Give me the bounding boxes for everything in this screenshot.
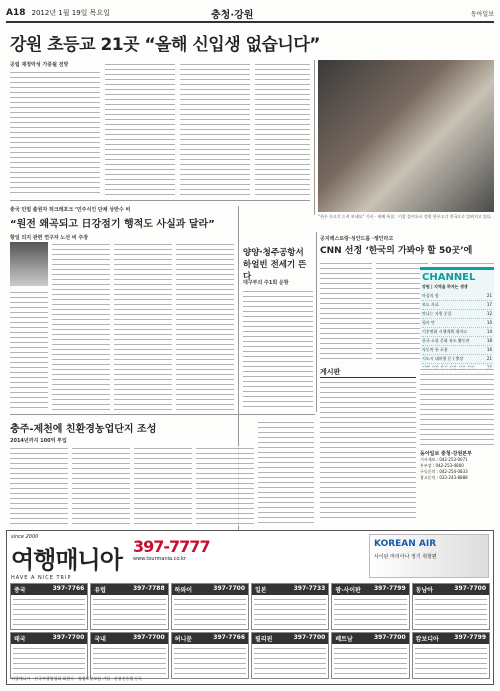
ad-grid: [10, 583, 490, 675]
page-header: [6, 6, 494, 20]
portrait-photo: [10, 242, 48, 286]
ad-cell-header: [11, 633, 87, 644]
channel-item[interactable]: [422, 310, 492, 319]
channel-item-label: 자동차 통 포용: [422, 347, 448, 352]
ad-cell-header: [413, 633, 489, 644]
ad-footer: 여행매니아 · 전국여행업협회 회원사 · 영업보증보험 가입 · 관광진흥법 등록: [11, 676, 143, 681]
ad-cell-phone: 397-7700: [213, 585, 245, 592]
photo-caption: “한우 등고기 드셔 보세요” 기사 · 새해 특집 : 기상 풀어오시 강원 한우고기 전국으로 알려지고 있다.: [318, 214, 492, 219]
contact-line: 광고문의 : 033-243-8888: [420, 475, 468, 480]
ad-phone[interactable]: 397-7777: [133, 537, 210, 556]
ad-cell-header: [413, 584, 489, 595]
paper-name: 동아일보: [470, 10, 494, 18]
page-number: A18: [6, 8, 26, 18]
ad-cell[interactable]: [10, 632, 88, 679]
ad-cell[interactable]: [171, 632, 249, 679]
lead-body-col2: [105, 62, 175, 195]
channel-item[interactable]: [422, 346, 492, 355]
story5-body-col2: [72, 446, 130, 526]
ad-cell-body: [254, 646, 326, 676]
notice-body-2: [420, 367, 494, 447]
lead-kicker: 공립 재정악성 가중될 전망: [10, 62, 69, 68]
ad-cell-region: 태국: [14, 636, 26, 643]
ad-airline-banner: [369, 534, 489, 578]
ad-cell-body: [254, 597, 326, 627]
channel-subtitle: 강원 | 지역을 하자는 생생: [422, 284, 468, 289]
ad-cell-phone: 397-7788: [132, 585, 165, 592]
channel-item-label: 시도시 대비원 문 / 출장: [422, 356, 464, 361]
channel-item-label: 기후변화 시행계획 평마고: [422, 329, 468, 334]
ad-cell-header: [332, 584, 408, 595]
ad-cell-body: [415, 646, 487, 676]
channel-item[interactable]: [422, 301, 492, 310]
story5-sub: 2014년까지 100억 투입: [10, 438, 67, 444]
ad-cell-region: 허니문: [174, 636, 193, 643]
story4-title: CNN 선정 ‘한국의 가봐야 할 50곳’에: [320, 246, 473, 256]
ad-url[interactable]: www.tourmania.co.kr: [133, 556, 186, 562]
story2-body-col0: [10, 290, 48, 410]
header-rule: [6, 21, 494, 23]
story5-body-col3: [134, 446, 192, 526]
ad-cell-header: [172, 584, 248, 595]
ad-cell[interactable]: [251, 583, 329, 630]
ad-cell-body: [334, 597, 406, 627]
story2-body-col3: [176, 242, 234, 410]
story4-body-col1: [320, 261, 372, 361]
ad-cell-phone: 397-7733: [293, 585, 326, 592]
ad-cell-phone: 397-7766: [52, 585, 85, 592]
ad-cell-header: [332, 633, 408, 644]
ad-tagline: HAVE A NICE TRIP: [11, 575, 72, 581]
ad-cell[interactable]: [171, 583, 249, 630]
channel-list: [422, 292, 492, 373]
contact-line: 구독문의 : 042-254-0833: [420, 469, 468, 474]
column-divider: [314, 60, 315, 215]
ad-cell-phone: 397-7700: [293, 634, 326, 641]
ad-cell-phone: 397-7799: [454, 634, 486, 641]
notice-body: [320, 380, 416, 520]
ad-airline-name: KOREAN AIR: [374, 539, 437, 549]
channel-item-page: 14: [486, 329, 492, 334]
channel-item[interactable]: [422, 328, 492, 337]
ad-cell-body: [174, 597, 246, 627]
ad-brand-block: [11, 534, 131, 580]
ad-cell-header: [252, 633, 328, 644]
story2-sub: 항일 의지 관련 연구자 노선 비 주장: [10, 235, 89, 241]
story5-body-col1: [10, 446, 68, 526]
contact-line: 본부장 : 042-253-4800: [420, 463, 464, 468]
ad-cell-header: [11, 584, 87, 595]
ad-cell-region: 하와이: [174, 587, 193, 594]
contact-line: 기사제보 : 042-253-0071: [420, 457, 468, 462]
channel-item-label: 마음의 함: [422, 293, 439, 298]
channel-item[interactable]: [422, 355, 492, 364]
lead-headline: 강원 초등교 21곳 “올해 신입생 없습니다”: [10, 35, 320, 55]
channel-item[interactable]: [422, 292, 492, 301]
channel-item-page: 21: [486, 356, 492, 361]
ad-cell[interactable]: [90, 583, 168, 630]
ad-cell-header: [91, 633, 167, 644]
ad-cell-region: 중국: [14, 587, 26, 594]
ad-cell-body: [415, 597, 487, 627]
ad-cell[interactable]: [251, 632, 329, 679]
story4-kicker: 공지레스토랑·성안드롬 ·쟁인라고: [320, 236, 394, 242]
channel-item-label: 평사 만: [422, 320, 435, 325]
ad-airline-sub: 사이판 마리아나 정기 취항편: [374, 554, 437, 560]
contact-list: [420, 457, 494, 481]
ad-cell-body: [93, 646, 165, 676]
channel-item-page: 10: [486, 320, 492, 325]
ad-cell-phone: 397-7799: [373, 585, 406, 592]
ad-cell-body: [334, 646, 406, 676]
story3-sub: 대구부의 주1회 운항: [243, 280, 289, 286]
section-title: 충청·강원: [211, 9, 254, 21]
story2-body-col1: [52, 242, 110, 410]
section-rule: [10, 414, 315, 415]
ad-cell[interactable]: [412, 583, 490, 630]
channel-item-label: 한국 소장 문화 유도 활동관: [422, 338, 470, 343]
ad-cell-region: 베트남: [335, 636, 353, 643]
contact-title: 동아일보 충청·강원본부: [420, 451, 472, 457]
lead-body-col3: [180, 62, 250, 195]
ad-cell-body: [93, 597, 165, 627]
story3-title: 양양·청주공항서 하얼빈 전세기 뜬다: [243, 248, 307, 282]
channel-item[interactable]: [422, 337, 492, 346]
ad-since: since 2000: [11, 534, 39, 540]
ad-cell[interactable]: [10, 583, 88, 630]
ad-cell-region: 일본: [255, 587, 267, 594]
ad-cell-header: [172, 633, 248, 644]
ad-cell[interactable]: [412, 632, 490, 679]
story5-body-col4: [196, 446, 254, 526]
story3-body: [243, 289, 313, 411]
travel-advertisement: [6, 530, 494, 685]
ad-cell-phone: 397-7700: [52, 634, 85, 641]
ad-brand: 여행매니아: [11, 546, 122, 574]
ad-cell-region: 유럽: [94, 587, 106, 594]
issue-date: 2012년 1월 19일 목요일: [31, 9, 110, 17]
ad-cell[interactable]: [331, 632, 409, 679]
lead-photo: [318, 60, 494, 212]
ad-cell-phone: 397-7700: [132, 634, 165, 641]
story2-kicker: 충국 민법 출원자 허크레포크 ‘민주식인 단체 상반수 비: [10, 207, 131, 213]
ad-cell-region: 괌·사이판: [335, 587, 361, 594]
channel-item-label: 보도 자료: [422, 302, 439, 307]
channel-item-page: 18: [486, 338, 492, 343]
channel-item[interactable]: [422, 319, 492, 328]
ad-cell-body: [174, 646, 246, 676]
story5-body-col5: [258, 420, 314, 526]
ad-cell-region: 동남아: [415, 587, 434, 594]
ad-phone-block: [133, 537, 263, 577]
channel-item-page: 21: [486, 293, 492, 298]
lead-body-col4: [255, 62, 310, 195]
section-rule: [10, 200, 310, 201]
notice-title: 게시판: [320, 367, 416, 378]
channel-logo: CHANNEL: [422, 272, 476, 283]
channel-item-page: 17: [486, 302, 492, 307]
ad-cell-region: 국내: [94, 636, 106, 643]
ad-cell-body: [13, 597, 85, 627]
story2-body-col2: [114, 242, 172, 410]
ad-cell-region: 필리핀: [255, 636, 273, 643]
ad-cell-header: [91, 584, 167, 595]
story5-title: 충주-제천에 친환경농업단지 조성: [10, 424, 157, 435]
ad-cell[interactable]: [331, 583, 409, 630]
ad-cell-region: 캄보디아: [415, 636, 439, 643]
notice-column: [420, 367, 494, 497]
channel-item-page: 16: [486, 347, 492, 352]
ad-cell-phone: 397-7700: [373, 634, 406, 641]
ad-cell-phone: 397-7700: [454, 585, 486, 592]
column-divider: [316, 232, 317, 412]
story2-title: “원전 왜곡되고 日강점기 행적도 사실과 달라”: [10, 219, 215, 230]
ad-cell[interactable]: [90, 632, 168, 679]
channel-item-label: 맛나는 자원 문을: [422, 311, 452, 316]
channel-box: [420, 267, 494, 365]
ad-cell-header: [252, 584, 328, 595]
lead-body-col1: [10, 70, 100, 195]
ad-cell-body: [13, 646, 85, 676]
notice-board: [320, 367, 416, 517]
ad-cell-phone: 397-7766: [213, 634, 245, 641]
channel-item-page: 12: [486, 311, 492, 316]
